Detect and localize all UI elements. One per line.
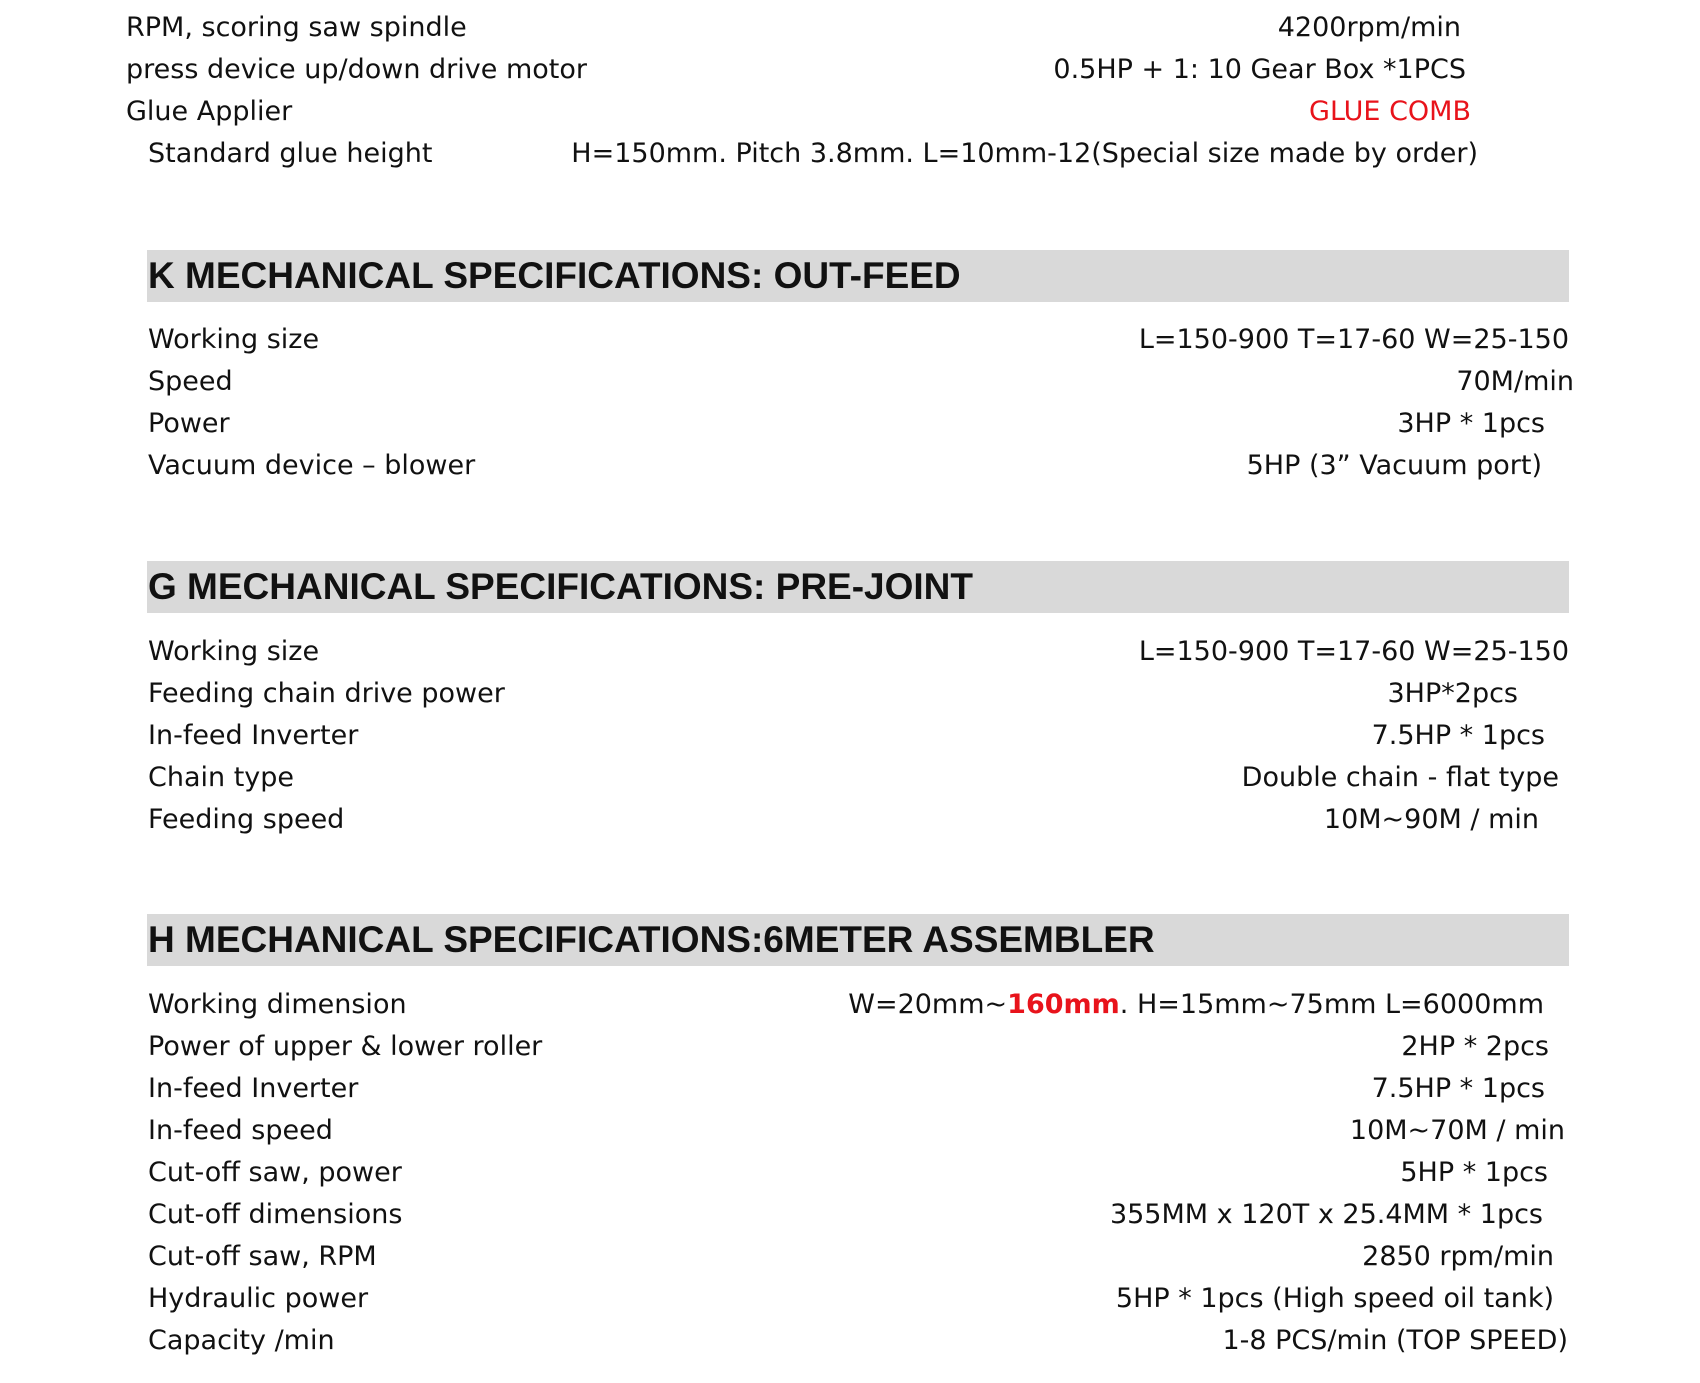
spec-row xyxy=(0,632,1700,672)
spec-row-scoring-rpm xyxy=(0,8,1700,48)
section-title: H MECHANICAL SPECIFICATIONS:6METER ASSEMBLER xyxy=(148,919,1155,960)
spec-value: L=150-900 T=17-60 W=25-150 xyxy=(1138,324,1569,355)
spec-value: 2850 rpm/min xyxy=(1362,1241,1554,1272)
spec-value: 5HP * 1pcs xyxy=(1400,1157,1548,1188)
spec-value: 5HP * 1pcs (High speed oil tank) xyxy=(1115,1283,1554,1314)
spec-label: Working dimension xyxy=(148,989,407,1020)
spec-row xyxy=(0,716,1700,756)
spec-value: 7.5HP * 1pcs xyxy=(1371,720,1545,751)
spec-value: L=150-900 T=17-60 W=25-150 xyxy=(1138,636,1569,667)
spec-value: H=150mm. Pitch 3.8mm. L=10mm-12(Special size made by order) xyxy=(571,138,1478,169)
spec-value: 1-8 PCS/min (TOP SPEED) xyxy=(1222,1325,1568,1356)
spec-value: 70M/min xyxy=(1456,366,1574,397)
section-header-assembler xyxy=(147,914,1569,966)
spec-label: Hydraulic power xyxy=(148,1283,369,1314)
spec-row-glue-applier xyxy=(0,92,1700,132)
spec-value: 7.5HP * 1pcs xyxy=(1371,1073,1545,1104)
spec-row xyxy=(0,1237,1700,1277)
spec-label: Chain type xyxy=(148,762,295,793)
spec-row xyxy=(0,1111,1700,1151)
spec-value: 4200rpm/min xyxy=(1277,12,1461,43)
spec-row xyxy=(0,1069,1700,1109)
spec-value: 5HP (3” Vacuum port) xyxy=(1246,450,1542,481)
spec-value: Double chain - flat type xyxy=(1241,762,1559,793)
spec-label: In-feed speed xyxy=(148,1115,333,1146)
spec-value: 3HP*2pcs xyxy=(1387,678,1518,709)
spec-row xyxy=(0,674,1700,714)
spec-row xyxy=(0,800,1700,840)
spec-label: Capacity /min xyxy=(148,1325,335,1356)
spec-label: Cut-off saw, power xyxy=(148,1157,402,1188)
section-title: G MECHANICAL SPECIFICATIONS: PRE-JOINT xyxy=(148,566,974,607)
spec-label: Standard glue height xyxy=(148,138,433,169)
section-header-pre-joint xyxy=(147,561,1569,613)
spec-value: 3HP * 1pcs xyxy=(1397,408,1545,439)
spec-label: press device up/down drive motor xyxy=(126,54,587,85)
spec-row xyxy=(0,1195,1700,1235)
section-header-out-feed xyxy=(147,250,1569,302)
spec-label: In-feed Inverter xyxy=(148,720,359,751)
spec-row xyxy=(0,404,1700,444)
spec-label: Feeding speed xyxy=(148,804,345,835)
spec-label: Speed xyxy=(148,366,233,397)
spec-value-suffix: . H=15mm~75mm L=6000mm xyxy=(1119,989,1544,1020)
spec-value: 10M~70M / min xyxy=(1349,1115,1565,1146)
spec-label: Working size xyxy=(148,636,320,667)
spec-row xyxy=(0,1027,1700,1067)
spec-row xyxy=(0,362,1700,402)
spec-row xyxy=(0,1321,1700,1361)
spec-value: 10M~90M / min xyxy=(1323,804,1539,835)
spec-value-highlight: 160mm xyxy=(1007,989,1120,1020)
spec-value-highlight: GLUE COMB xyxy=(1309,96,1471,127)
spec-value: 355MM x 120T x 25.4MM * 1pcs xyxy=(1109,1199,1543,1230)
spec-label: Cut-off dimensions xyxy=(148,1199,403,1230)
spec-label: Vacuum device – blower xyxy=(148,450,476,481)
spec-row xyxy=(0,1279,1700,1319)
spec-row xyxy=(0,320,1700,360)
spec-row xyxy=(0,1153,1700,1193)
section-title: K MECHANICAL SPECIFICATIONS: OUT-FEED xyxy=(148,255,961,296)
spec-label: Cut-off saw, RPM xyxy=(148,1241,377,1272)
spec-row xyxy=(0,758,1700,798)
spec-value: 0.5HP + 1: 10 Gear Box *1PCS xyxy=(1053,54,1466,85)
spec-label: Power xyxy=(148,408,230,439)
spec-label: Glue Applier xyxy=(126,96,293,127)
spec-label: Power of upper & lower roller xyxy=(148,1031,543,1062)
spec-label: In-feed Inverter xyxy=(148,1073,359,1104)
spec-label: Working size xyxy=(148,324,320,355)
spec-row-press-motor xyxy=(0,50,1700,90)
spec-value: 2HP * 2pcs xyxy=(1401,1031,1549,1062)
spec-label: RPM, scoring saw spindle xyxy=(126,12,467,43)
spec-value xyxy=(848,985,1544,1025)
spec-value-prefix: W=20mm~ xyxy=(848,989,1008,1020)
spec-row-glue-height xyxy=(0,134,1700,174)
spec-row-working-dimension xyxy=(0,985,1700,1025)
spec-label: Feeding chain drive power xyxy=(148,678,505,709)
spec-row xyxy=(0,446,1700,486)
